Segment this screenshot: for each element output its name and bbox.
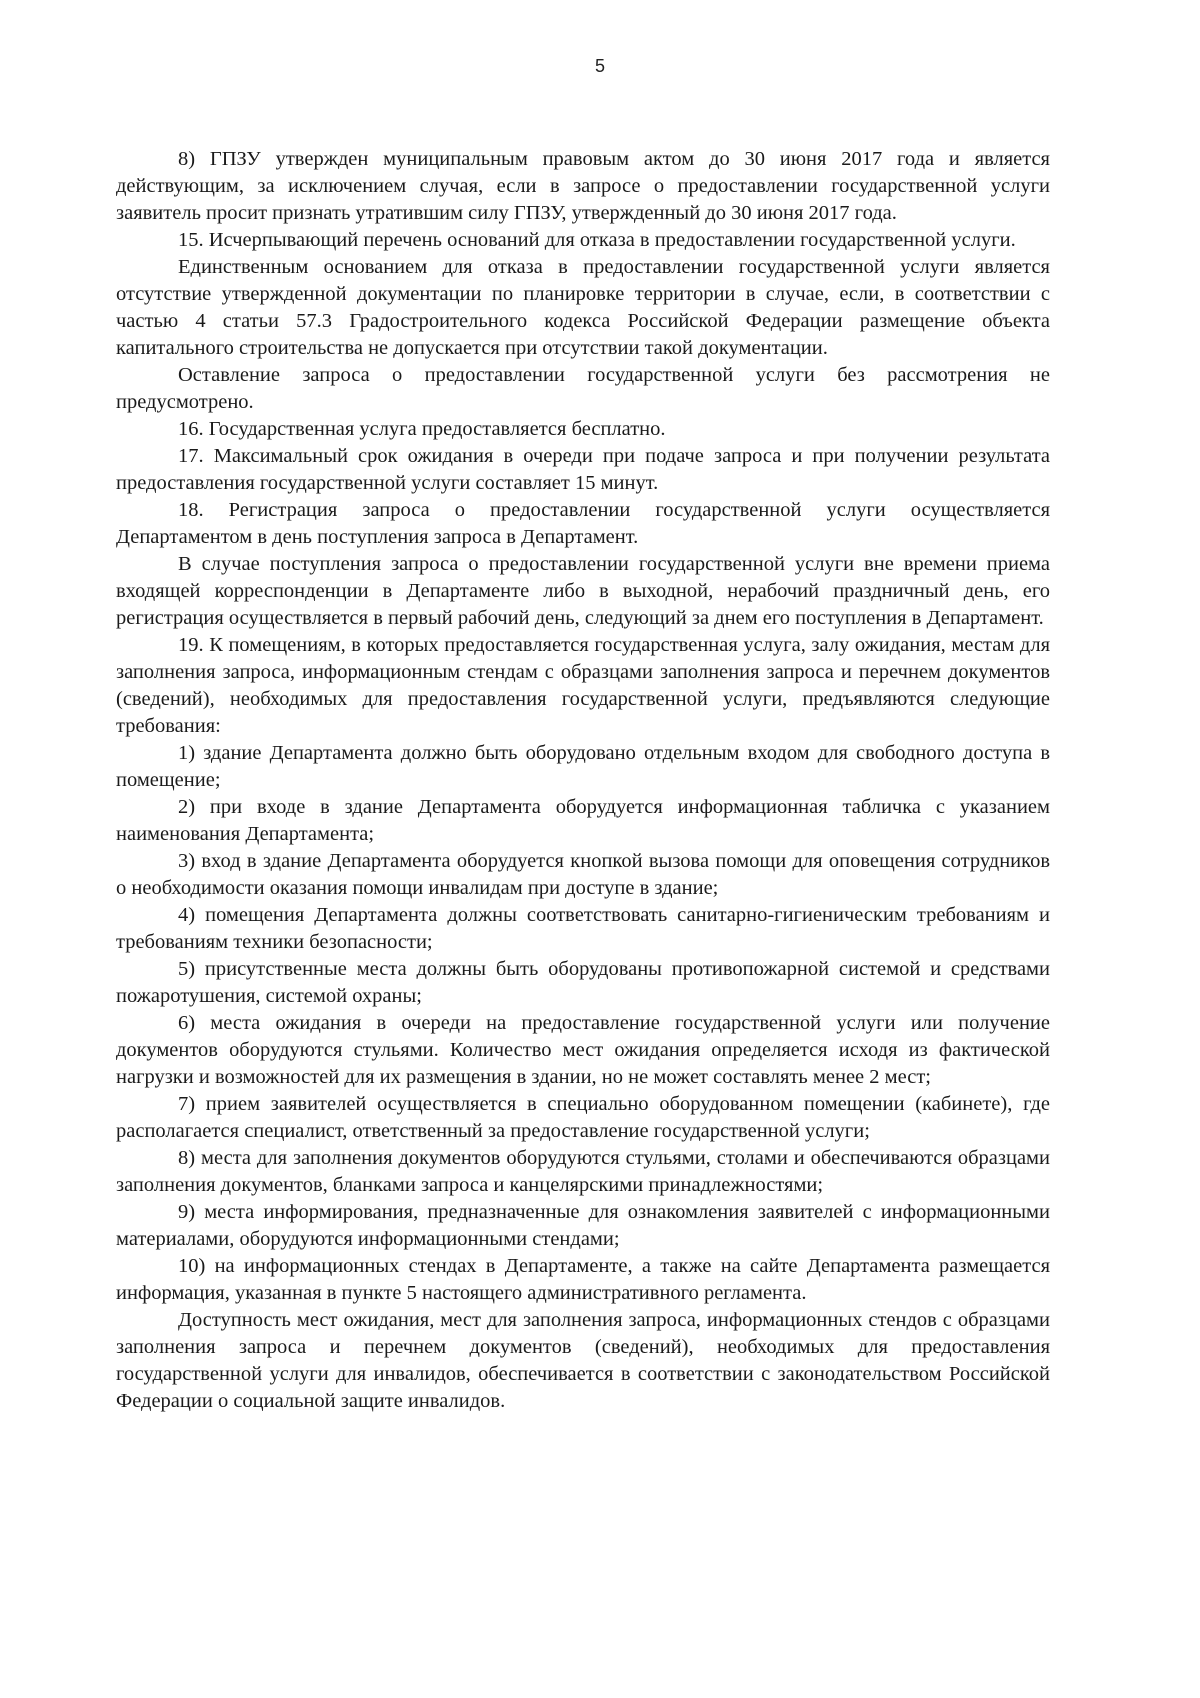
requirement-item-9: 9) места информирования, предназначенные для ознакомления заявителей с информационными материалами, оборудуются информационными стендами; [116,1201,1050,1250]
requirement-item-7: 7) прием заявителей осуществляется в специально оборудованном помещении (кабинете), где располагается специалист, ответственный за предоставление государственной услуги; [116,1093,1050,1142]
requirement-item-6: 6) места ожидания в очереди на предоставление государственной услуги или получение документов оборудуются стульями. Количество мест ожидания определяется исходя из фактической нагрузки и возможностей для их размещения в здании, но не может составлять менее 2 мест; [116,1012,1050,1088]
paragraph-refusal-basis: Единственным основанием для отказа в предоставлении государственной услуги является отсутствие утвержденной документации по планировке территории в случае, если, в соответствии с частью 4 статьи 57.3 Градостроительного кодекса Российской Федерации размещение объекта капитального строительства не допускается при отсутствии такой документации. [116,256,1050,359]
paragraph-17: 17. Максимальный срок ожидания в очереди при подаче запроса и при получении результата предоставления государственной услуги составляет 15 минут. [116,445,1050,494]
requirement-item-2: 2) при входе в здание Департамента оборудуется информационная табличка с указанием наименования Департамента; [116,796,1050,845]
paragraph-gpzu-8: 8) ГПЗУ утвержден муниципальным правовым актом до 30 июня 2017 года и является действующим, за исключением случая, если в запросе о предоставлении государственной услуги заявитель просит признать утратившим силу ГПЗУ, утвержденный до 30 июня 2017 года. [116,148,1050,224]
paragraph-18: 18. Регистрация запроса о предоставлении государственной услуги осуществляется Департаментом в день поступления запроса в Департамент. [116,499,1050,548]
page-number: 5 [594,56,605,76]
requirement-item-1: 1) здание Департамента должно быть оборудовано отдельным входом для свободного доступа в помещение; [116,742,1050,791]
requirement-item-4: 4) помещения Департамента должны соответствовать санитарно-гигиеническим требованиям и требованиям техники безопасности; [116,904,1050,953]
paragraph-19: 19. К помещениям, в которых предоставляется государственная услуга, залу ожидания, местам для заполнения запроса, информационным стендам с образцами заполнения запроса и перечнем документов (сведений), необходимых для предоставления государственной услуги, предъявляются следующие требования: [116,634,1050,737]
paragraph-15: 15. Исчерпывающий перечень оснований для отказа в предоставлении государственной услуги. [178,229,1016,251]
requirement-item-5: 5) присутственные места должны быть оборудованы противопожарной системой и средствами пожаротушения, системой охраны; [116,958,1050,1007]
document-body [116,146,1050,1415]
paragraph-16: 16. Государственная услуга предоставляется бесплатно. [178,418,666,440]
paragraph-no-dismissal: Оставление запроса о предоставлении государственной услуги без рассмотрения не предусмотрено. [116,364,1050,413]
paragraph-registration-offhours: В случае поступления запроса о предоставлении государственной услуги вне времени приема входящей корреспонденции в Департаменте либо в выходной, нерабочий праздничный день, его регистрация осуществляется в первый рабочий день, следующий за днем его поступления в Департамент. [116,553,1050,629]
requirement-item-10: 10) на информационных стендах в Департаменте, а также на сайте Департамента размещается информация, указанная в пункте 5 настоящего административного регламента. [116,1255,1050,1304]
requirement-item-8: 8) места для заполнения документов оборудуются стульями, столами и обеспечиваются образцами заполнения документов, бланками запроса и канцелярскими принадлежностями; [116,1147,1050,1196]
paragraph-accessibility: Доступность мест ожидания, мест для заполнения запроса, информационных стендов с образцами заполнения запроса и перечнем документов (сведений), необходимых для предоставления государственной услуги для инвалидов, обеспечивается в соответствии с законодательством Российской Федерации о социальной защите инвалидов. [116,1309,1050,1412]
requirement-item-3: 3) вход в здание Департамента оборудуется кнопкой вызова помощи для оповещения сотрудников о необходимости оказания помощи инвалидам при доступе в здание; [116,850,1050,899]
